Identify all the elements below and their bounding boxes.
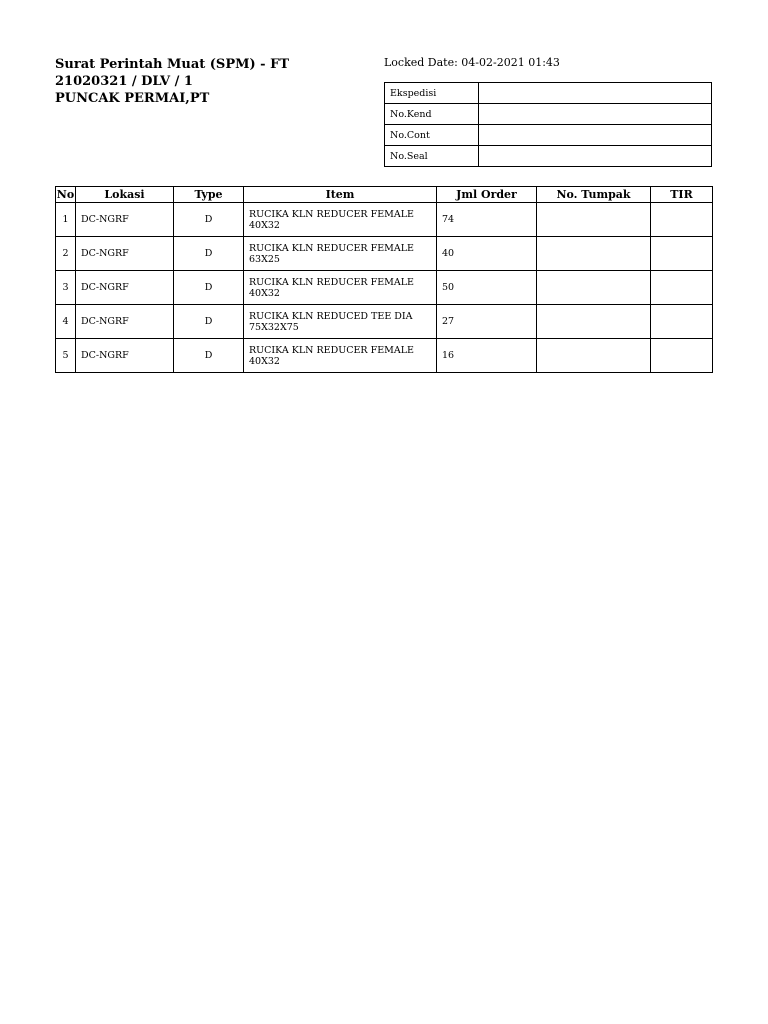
shipment-info-box xyxy=(384,82,712,167)
cell-item xyxy=(244,203,437,237)
cell-lokasi: DC-NGRF xyxy=(76,305,174,339)
info-value xyxy=(479,146,712,167)
cell-tir xyxy=(651,305,713,339)
cell-tir xyxy=(651,271,713,305)
order-table xyxy=(55,186,713,373)
info-value xyxy=(479,125,712,146)
cell-type: D xyxy=(174,339,244,373)
table-row xyxy=(56,305,713,339)
item-line-2: 40X32 xyxy=(249,287,280,299)
title-line-2: 21020321 / DLV / 1 xyxy=(55,74,193,89)
col-header-tir: TIR xyxy=(651,187,713,203)
col-header-item: Item xyxy=(244,187,437,203)
title-line-1: Surat Perintah Muat (SPM) - FT xyxy=(55,57,289,72)
table-row xyxy=(56,271,713,305)
cell-tir xyxy=(651,237,713,271)
cell-type: D xyxy=(174,305,244,339)
cell-lokasi: DC-NGRF xyxy=(76,339,174,373)
table-row xyxy=(56,203,713,237)
table-header-row xyxy=(56,187,713,203)
item-line-1: RUCIKA KLN REDUCER FEMALE xyxy=(249,242,414,254)
cell-no: 4 xyxy=(56,305,76,339)
cell-lokasi: DC-NGRF xyxy=(76,271,174,305)
title-line-3: PUNCAK PERMAI,PT xyxy=(55,91,210,106)
cell-jml-order: 16 xyxy=(437,339,537,373)
cell-no-tumpak xyxy=(537,271,651,305)
item-line-1: RUCIKA KLN REDUCER FEMALE xyxy=(249,208,414,220)
info-row-ekspedisi xyxy=(385,83,712,104)
locked-date: Locked Date: 04-02-2021 01:43 xyxy=(384,56,560,69)
col-header-type: Type xyxy=(174,187,244,203)
info-row-no-cont xyxy=(385,125,712,146)
info-row-no-seal xyxy=(385,146,712,167)
info-value xyxy=(479,83,712,104)
cell-no-tumpak xyxy=(537,203,651,237)
cell-no-tumpak xyxy=(537,237,651,271)
info-label: No.Cont xyxy=(385,125,479,146)
item-line-1: RUCIKA KLN REDUCED TEE DIA xyxy=(249,310,413,322)
cell-jml-order: 27 xyxy=(437,305,537,339)
cell-lokasi: DC-NGRF xyxy=(76,237,174,271)
cell-lokasi: DC-NGRF xyxy=(76,203,174,237)
item-line-2: 40X32 xyxy=(249,219,280,231)
document-title xyxy=(55,56,355,107)
cell-item xyxy=(244,339,437,373)
cell-item xyxy=(244,305,437,339)
item-line-1: RUCIKA KLN REDUCER FEMALE xyxy=(249,276,414,288)
item-line-2: 75X32X75 xyxy=(249,321,299,333)
col-header-no: No xyxy=(56,188,75,201)
cell-tir xyxy=(651,339,713,373)
info-row-no-kend xyxy=(385,104,712,125)
info-label: No.Seal xyxy=(385,146,479,167)
cell-no: 1 xyxy=(56,203,76,237)
col-header-jml-order: Jml Order xyxy=(437,187,537,203)
col-header-lokasi: Lokasi xyxy=(76,187,174,203)
info-value xyxy=(479,104,712,125)
item-line-2: 63X25 xyxy=(249,253,280,265)
cell-tir xyxy=(651,203,713,237)
table-row xyxy=(56,339,713,373)
info-label: No.Kend xyxy=(385,104,479,125)
cell-jml-order: 74 xyxy=(437,203,537,237)
cell-jml-order: 40 xyxy=(437,237,537,271)
cell-item xyxy=(244,271,437,305)
cell-type: D xyxy=(174,203,244,237)
item-line-1: RUCIKA KLN REDUCER FEMALE xyxy=(249,344,414,356)
col-header-no-tumpak: No. Tumpak xyxy=(537,187,651,203)
cell-no-tumpak xyxy=(537,339,651,373)
cell-no: 2 xyxy=(56,237,76,271)
info-label: Ekspedisi xyxy=(385,83,479,104)
cell-no: 5 xyxy=(56,339,76,373)
cell-type: D xyxy=(174,237,244,271)
cell-no-tumpak xyxy=(537,305,651,339)
cell-item xyxy=(244,237,437,271)
cell-jml-order: 50 xyxy=(437,271,537,305)
cell-type: D xyxy=(174,271,244,305)
table-row xyxy=(56,237,713,271)
cell-no: 3 xyxy=(56,271,76,305)
item-line-2: 40X32 xyxy=(249,355,280,367)
